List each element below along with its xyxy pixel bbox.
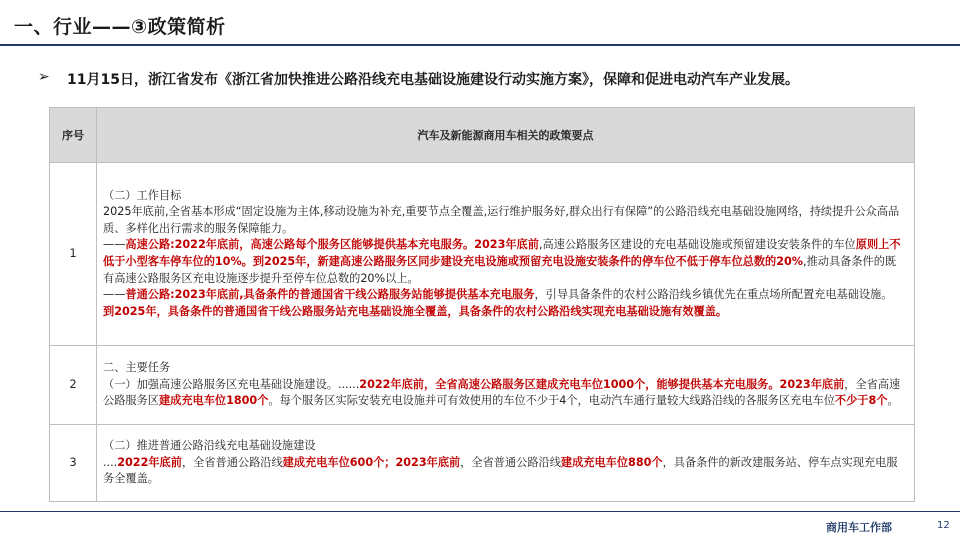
policy-text: .... (103, 455, 118, 469)
policy-paragraph (103, 438, 902, 455)
highlighted-text: 到2025年，具备条件的普通国省干线公路服务站充电基础设施全覆盖，具备条件的农村公路沿线实现充电基础设施有效覆盖。 (103, 304, 728, 318)
highlighted-text: 2022年底前，全省高速公路服务区建成充电车位1000个，能够提供基本充电服务。2023年底前 (359, 377, 845, 391)
highlighted-text: 建成充电车位600个；2023年底前 (282, 455, 461, 469)
summary-text: 11月15日，浙江省发布《浙江省加快推进公路沿线充电基础设施建设行动实施方案》，保障和促进电动汽车产业发展。 (67, 72, 799, 88)
policy-text: ，引导具备条件的农村公路沿线乡镇优先在重点场所配置充电基础设施。 (534, 288, 893, 302)
highlighted-text: 不少于8个 (834, 394, 888, 408)
policy-paragraph (103, 237, 902, 287)
policy-text: 2025年底前,全省基本形成“固定设施为主体,移动设施为补充,重要节点全覆盖,运行维护服务好,群众出行有保障”的公路沿线充电基础设施网络，持续提升公众高品质、多样化出行需求的服务保障能力。 (103, 205, 900, 235)
highlighted-text: 建成充电车位880个 (560, 455, 663, 469)
policy-text: 二、主要任务 (103, 361, 171, 375)
policy-paragraph (103, 204, 902, 237)
table-row (50, 163, 915, 346)
column-header-number: 序号 (50, 108, 97, 163)
footer-department: 商用车工作部 (826, 521, 892, 534)
highlighted-text: 建成充电车位1800个 (158, 394, 269, 408)
policy-text: —— (103, 288, 126, 302)
policy-text: （一）加强高速公路服务区充电基础设施建设。...... (103, 377, 360, 391)
policy-paragraph (103, 287, 902, 320)
policy-text: —— (103, 238, 126, 252)
table-row (50, 346, 915, 425)
page-number: 12 (937, 520, 950, 531)
policy-content (97, 163, 915, 346)
policy-text: 。 (887, 394, 899, 408)
row-number: 1 (50, 163, 97, 346)
policy-paragraph (103, 188, 902, 205)
highlighted-text: 2022年底前 (117, 455, 182, 469)
policy-text: ，具备条件的新改建服务站、停车点实现充电服务全覆盖。 (103, 455, 898, 486)
column-header-policy: 汽车及新能源商用车相关的政策要点 (97, 108, 915, 163)
bullet-arrow-icon: ➢ (38, 69, 50, 85)
title-divider (0, 44, 960, 46)
policy-text: ，全省高速公路服务区 (103, 377, 901, 408)
slide-title: 一、行业——③政策简析 (14, 16, 226, 38)
policy-text: ,推动具备条件的既有高速公路服务区充电设施逐步提升至停车位总数的20%以上。 (103, 255, 897, 285)
policy-content (97, 346, 915, 425)
highlighted-text: 高速公路:2022年底前，高速公路每个服务区能够提供基本充电服务。2023年底前 (125, 238, 539, 252)
footer-divider (0, 511, 960, 512)
policy-text: （二）推进普通公路沿线充电基础设施建设 (103, 439, 316, 453)
table-row (50, 425, 915, 502)
policy-paragraph (103, 455, 902, 488)
policy-text: 。每个服务区实际安装充电设施并可有效使用的车位不少于4个，电动汽车通行量较大线路沿线的各服务区充电车位 (268, 394, 835, 408)
policy-text: ，全省普通公路沿线 (181, 455, 283, 469)
policy-paragraph (103, 360, 902, 377)
policy-content (97, 425, 915, 502)
policy-text: ,高速公路服务区建设的充电基础设施或预留建设安装条件的车位 (538, 238, 856, 252)
highlighted-text: 普通公路:2023年底前,具备条件的普通国省干线公路服务站能够提供基本充电服务 (125, 288, 535, 302)
policy-text: （二）工作目标 (103, 188, 182, 202)
highlighted-text: 原则上不低于小型客车停车位的10%。到2025年，新建高速公路服务区同步建设充电设施或预留充电设施安装条件的停车位不低于停车位总数的20% (103, 238, 901, 268)
policy-text: ，全省普通公路沿线 (460, 455, 561, 469)
row-number: 2 (50, 346, 97, 425)
policy-table (49, 107, 915, 502)
policy-paragraph (103, 377, 902, 410)
row-number: 3 (50, 425, 97, 502)
table-header-row (50, 108, 915, 163)
